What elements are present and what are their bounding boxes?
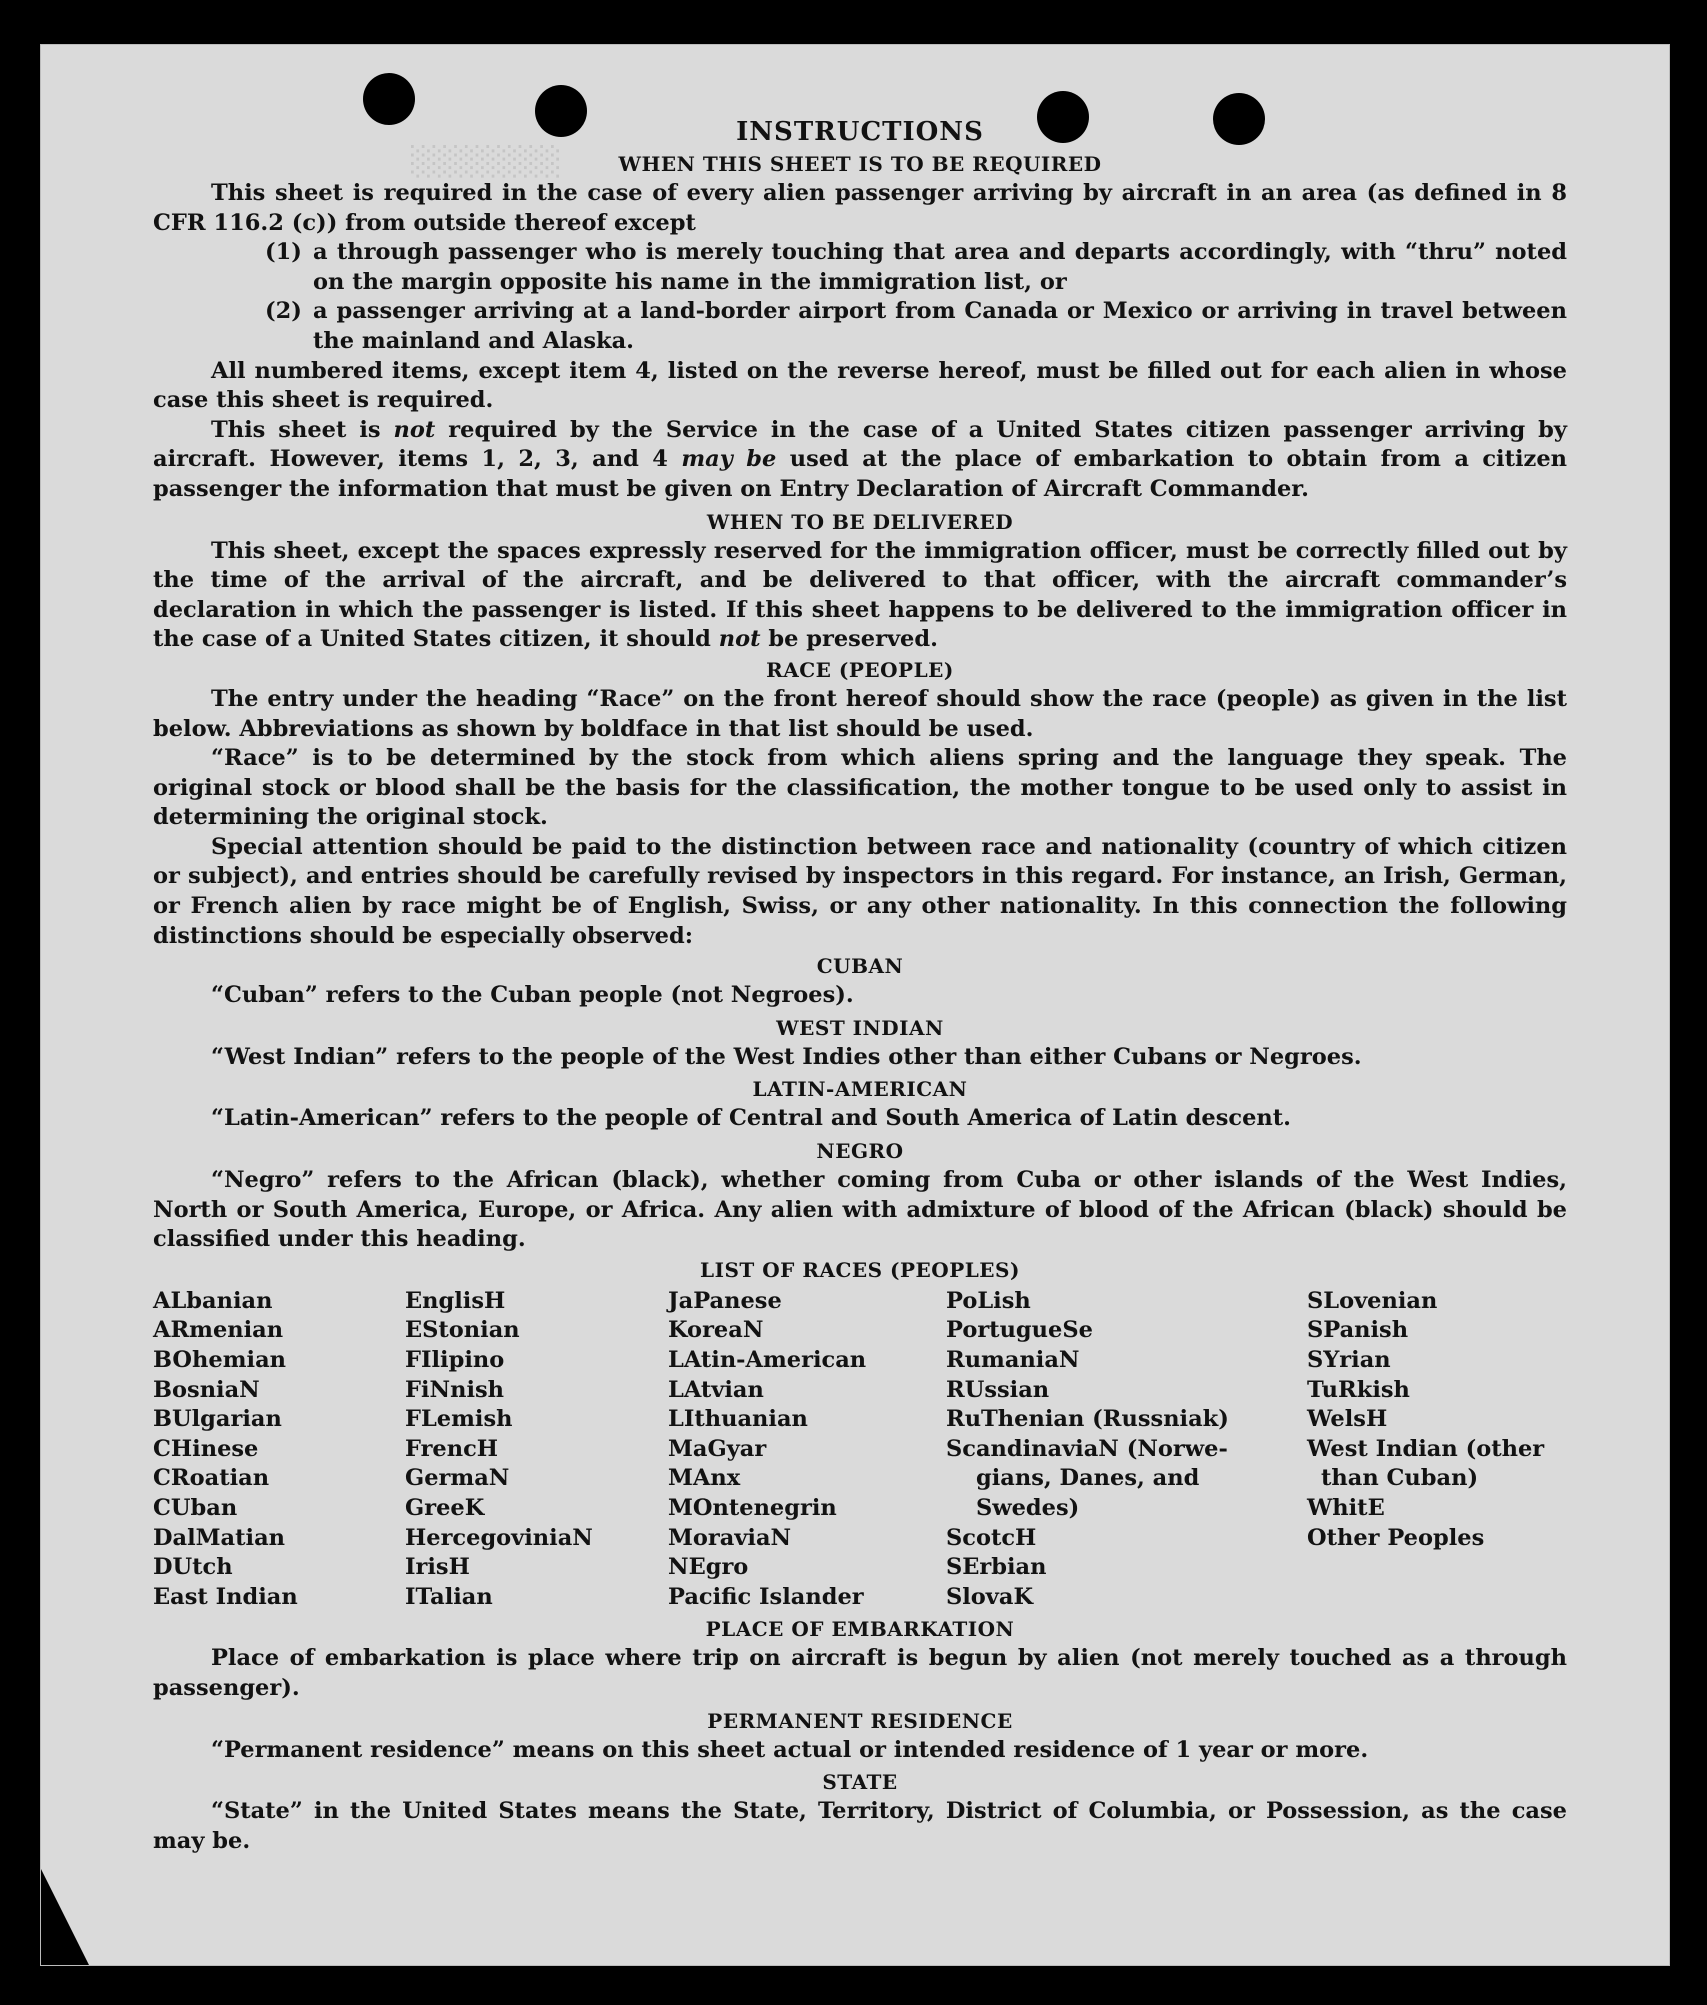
race-entry: HercegoviniaN (405, 1524, 593, 1551)
race-entry: PoLish (946, 1287, 1031, 1314)
race-entry: IrisH (405, 1554, 470, 1581)
race-entry: TuRkish (1307, 1376, 1410, 1403)
section-heading: WEST INDIAN (776, 1015, 944, 1040)
section-heading: WHEN THIS SHEET IS TO BE REQUIRED (618, 152, 1102, 176)
paragraph: “Negro” refers to the African (black), whether coming from Cuba or other islands of the West Indies, North or South America, Europe, or Africa. Any alien with admixture of blood of the African (black) should be classified under this heading. (153, 1167, 1567, 1253)
race-entry-continued: than Cuban) (1321, 1465, 1479, 1492)
paragraph: The entry under the heading “Race” on the front hereof should show the race (people) as given in the list below. Abbreviations as shown by boldface in that list should be used. (153, 685, 1567, 742)
races-column (668, 1287, 946, 1613)
emphasis: may be (681, 446, 777, 473)
races-column (405, 1287, 668, 1613)
race-entry: FIlipino (405, 1347, 505, 1373)
item-number: (2) (265, 298, 302, 325)
race-entry: SPanish (1307, 1317, 1409, 1344)
race-entry: ALbanian (153, 1287, 273, 1314)
section-heading: PLACE OF EMBARKATION (705, 1617, 1015, 1642)
race-entry: DUtch (153, 1554, 233, 1581)
race-entry: BUlgarian (153, 1406, 282, 1433)
section-heading: WHEN TO BE DELIVERED (706, 509, 1014, 534)
paragraph (153, 416, 1567, 505)
paragraph: “Latin-American” refers to the people of Central and South America of Latin descent. (211, 1105, 1291, 1132)
race-entry: LAtin-American (668, 1347, 867, 1373)
race-entry: GermaN (405, 1465, 510, 1492)
race-entry: BosniaN (153, 1376, 260, 1403)
instructions-content (153, 115, 1567, 1856)
race-entry: KoreaN (668, 1317, 764, 1344)
race-entry: MOntenegrin (668, 1494, 837, 1521)
section-heading: NEGRO (816, 1139, 904, 1164)
race-entry: LAtvian (668, 1376, 764, 1403)
race-entry: ScotcH (946, 1524, 1037, 1551)
race-entry: RuThenian (Russniak) (946, 1406, 1229, 1433)
paragraph: Special attention should be paid to the distinction between race and nationality (country of which citizen or subject), and entries should be carefully revised by inspectors in this regard. For instance, an Irish, German, or French alien by race might be of English, Swiss, or any other nationality. In this connection the following distinctions should be especially observed: (153, 833, 1567, 949)
race-entry: East Indian (153, 1583, 298, 1610)
race-entry: FrencH (405, 1435, 499, 1462)
paragraph (153, 537, 1567, 655)
races-column (153, 1287, 405, 1613)
section-heading: LATIN-AMERICAN (752, 1077, 968, 1102)
race-entry: ARmenian (153, 1317, 284, 1344)
paragraph: “West Indian” refers to the people of the West Indies other than either Cubans or Negroes. (211, 1043, 1362, 1070)
paragraph: “State” in the United States means the State, Territory, District of Columbia, or Possession, as the case may be. (153, 1798, 1567, 1854)
race-entry: West Indian (other (1307, 1435, 1545, 1462)
race-entry: Other Peoples (1307, 1524, 1485, 1551)
race-entry: RUssian (946, 1376, 1050, 1403)
section-heading: CUBAN (816, 954, 904, 979)
text-run: This sheet is (211, 416, 394, 443)
item-text: a passenger arriving at a land-border airport from Canada or Mexico or arriving in travel between the mainland and Alaska. (313, 298, 1567, 354)
item-text: a through passenger who is merely touching that area and departs accordingly, with “thru” noted on the margin opposite his name in the immigration list, or (313, 239, 1567, 295)
race-entry-continued: Swedes) (976, 1494, 1080, 1521)
text-run: This sheet, except the spaces expressly reserved for the immigration officer, must be correctly filled out by the time of the arrival of the aircraft, and be delivered to that officer, with the aircraft commander’s declaration in which the passenger is listed. If this sheet happens to be delivered to the immigration officer in the case of a United States citizen, it should (153, 537, 1567, 653)
section-heading: PERMANENT RESIDENCE (707, 1708, 1013, 1733)
paragraph: All numbered items, except item 4, listed on the reverse hereof, must be filled out for each alien in whose case this sheet is required. (153, 357, 1567, 414)
paragraph: Place of embarkation is place where trip on aircraft is begun by alien (not merely touched as a through passenger). (153, 1645, 1567, 1701)
race-entry: SYrian (1307, 1347, 1391, 1373)
race-entry: CHinese (153, 1435, 259, 1462)
paragraph: “Permanent residence” means on this sheet actual or intended residence of 1 year or more. (211, 1736, 1369, 1763)
race-entry: FiNnish (405, 1376, 505, 1403)
race-entry: EnglisH (405, 1287, 506, 1314)
race-entry: PortugueSe (946, 1317, 1093, 1344)
race-entry: RumaniaN (946, 1347, 1080, 1373)
races-list (153, 1287, 1567, 1613)
race-entry: SlovaK (946, 1583, 1034, 1610)
torn-corner (41, 1869, 89, 1965)
bleed-through-text: ░░░░░░░ (411, 145, 562, 178)
race-entry: LIthuanian (668, 1406, 808, 1433)
paragraph: “Race” is to be determined by the stock from which aliens spring and the language they speak. The original stock or blood shall be the basis for the classification, the mother tongue to be used only to assist in determining the original stock. (153, 745, 1567, 831)
section-heading: RACE (PEOPLE) (766, 657, 954, 682)
races-column (946, 1287, 1307, 1613)
race-entry: SErbian (946, 1554, 1047, 1581)
race-entry: SLovenian (1307, 1287, 1438, 1314)
section-heading: STATE (822, 1770, 898, 1795)
emphasis: not (718, 626, 761, 653)
emphasis: not (393, 416, 436, 443)
text-run: be preserved. (760, 626, 938, 653)
paragraph: “Cuban” refers to the Cuban people (not Negroes). (211, 982, 854, 1009)
race-entry: ScandinaviaN (Norwe- (946, 1435, 1228, 1462)
race-entry: MoraviaN (668, 1524, 792, 1551)
race-entry: MAnx (668, 1465, 741, 1492)
race-entry: BOhemian (153, 1347, 287, 1373)
race-entry: MaGyar (668, 1435, 767, 1462)
race-entry: DalMatian (153, 1524, 286, 1551)
race-entry: FLemish (405, 1406, 513, 1433)
race-entry-continued: gians, Danes, and (976, 1465, 1200, 1492)
race-entry: WhitE (1307, 1494, 1385, 1521)
text-run: used at the place of embarkation to obtain from a citizen passenger the information that must be given on Entry Declaration of Aircraft Commander. (153, 446, 1567, 502)
document-sheet (40, 44, 1670, 1966)
paragraph: This sheet is required in the case of every alien passenger arriving by aircraft in an area (as defined in 8 CFR 116.2 (c)) from outside thereof except (153, 180, 1567, 236)
race-entry: GreeK (405, 1494, 485, 1521)
race-entry: ITalian (405, 1583, 493, 1610)
item-number: (1) (265, 239, 302, 266)
section-heading: LIST OF RACES (PEOPLES) (700, 1257, 1020, 1282)
list-item (153, 297, 1567, 356)
race-entry: NEgro (668, 1554, 749, 1581)
races-column (1307, 1287, 1567, 1613)
race-entry: JaPanese (668, 1287, 782, 1314)
race-entry: CUban (153, 1494, 238, 1521)
list-item (153, 238, 1567, 297)
race-entry: EStonian (405, 1317, 520, 1344)
race-entry: Pacific Islander (668, 1583, 864, 1610)
page-title: INSTRUCTIONS (736, 117, 984, 147)
race-entry: CRoatian (153, 1465, 270, 1492)
text-run: required by the Service in the case of a United States citizen passenger arriving by aircraft. However, items 1, 2, 3, and 4 (153, 416, 1567, 473)
race-entry: WelsH (1307, 1406, 1388, 1433)
